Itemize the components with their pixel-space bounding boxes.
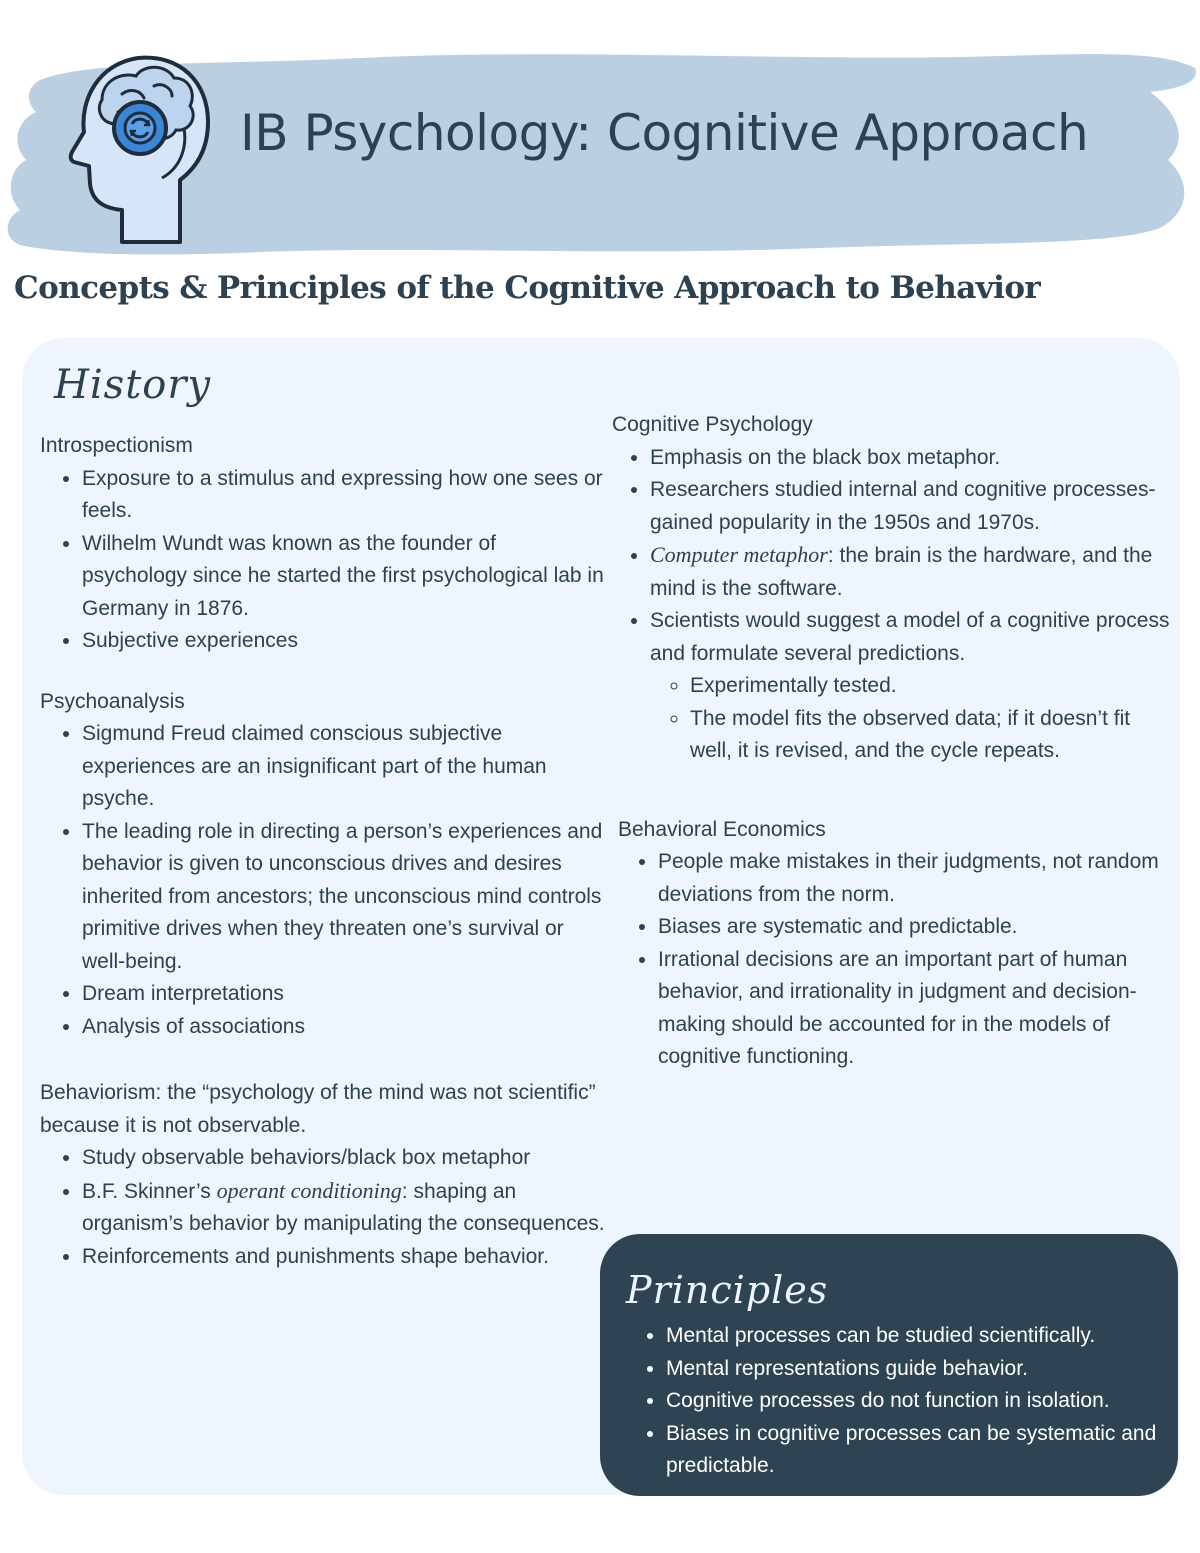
list-item: • Cognitive processes do not function in isolation. [666,1385,1200,1418]
list-item: • Exposure to a stimulus and expressing how one sees or feels. [82,463,605,528]
list-item: • Sigmund Freud claimed conscious subjective experiences are an insignificant part of the human psyche. [82,718,605,816]
behaviorism-intro [40,1077,605,1142]
text-run: B.F. Skinner’s [82,1179,217,1203]
list-item: • Irrational decisions are an important part of human behavior, and irrationality in judgment and decision-making should be accounted for in the models of cognitive functioning. [658,944,1172,1074]
sub-list-item: ◦ Experimentally tested. [690,670,1172,703]
computer-metaphor-term: Computer metaphor [650,542,828,567]
behaviorism-heading: Behaviorism [40,1081,156,1104]
text-run: Scientists would suggest a model of a cognitive process and formulate several predictions. [650,609,1170,665]
history-title: History [54,362,212,408]
psychoanalysis-list [40,718,605,1043]
list-item: • Emphasis on the black box metaphor. [650,442,1172,475]
list-item: • Researchers studied internal and cognitive processes- gained popularity in the 1950s and 1970s. [650,474,1172,539]
principles-box [600,1234,1178,1496]
cognitive-psychology-list [612,442,1172,768]
behavioral-economics-heading: Behavioral Economics [618,817,826,841]
list-item: • Wilhelm Wundt was known as the founder of psychology since he started the first psychological lab in Germany in 1876. [82,528,605,626]
list-item: • Mental processes can be studied scientifically. [666,1320,1200,1353]
introspectionism-heading: Introspectionism [40,434,193,457]
behavioral-economics-list [618,846,1172,1074]
list-item: • Biases in cognitive processes can be systematic and predictable. [666,1418,1200,1483]
psychoanalysis-heading: Psychoanalysis [40,689,185,713]
behaviorism-desc: : the “psychology of the mind was not scientific” because it is not observable. [40,1081,596,1137]
operant-conditioning-term: operant conditioning [216,1177,402,1203]
principles-title: Principles [626,1268,829,1312]
principles-list [624,1320,1200,1483]
behaviorism-list [40,1142,605,1273]
page-title: IB Psychology: Cognitive Approach [240,104,1089,162]
list-item [650,605,1172,768]
list-item: • Dream interpretations [82,978,605,1011]
list-item: • Reinforcements and punishments shape behavior. [82,1241,605,1274]
behavioral-economics-section [618,814,1172,1074]
list-item [650,539,1172,605]
list-item: • Study observable behaviors/black box metaphor [82,1142,605,1175]
cognitive-psychology-heading: Cognitive Psychology [612,413,813,436]
page-subtitle: Concepts & Principles of the Cognitive Approach to Behavior [14,270,1041,306]
introspectionism-list [40,463,605,658]
history-right-column [612,409,1172,1074]
list-item: • People make mistakes in their judgments, not random deviations from the norm. [658,846,1172,911]
text-run: : shaping an organism’s behavior by manipulating the consequences. [82,1179,605,1235]
list-item: • The leading role in directing a person’s experiences and behavior is given to unconscious drives and desires inherited from ancestors; the unconscious mind controls primitive drives when they threaten one’s survival or well-being. [82,816,605,979]
cognitive-psychology-sublist [650,670,1172,768]
list-item: • Mental representations guide behavior. [666,1353,1200,1386]
list-item: • Subjective experiences [82,625,605,658]
sub-list-item: ◦ The model fits the observed data; if it doesn’t fit well, it is revised, and the cycle repeats. [690,703,1172,768]
history-left-column [40,430,605,1273]
head-brain-icon [62,50,212,246]
list-item [82,1175,605,1241]
list-item: • Analysis of associations [82,1011,605,1044]
text-run: : the brain is the hardware, and the mind is the software. [650,544,1153,600]
list-item: • Biases are systematic and predictable. [658,911,1172,944]
